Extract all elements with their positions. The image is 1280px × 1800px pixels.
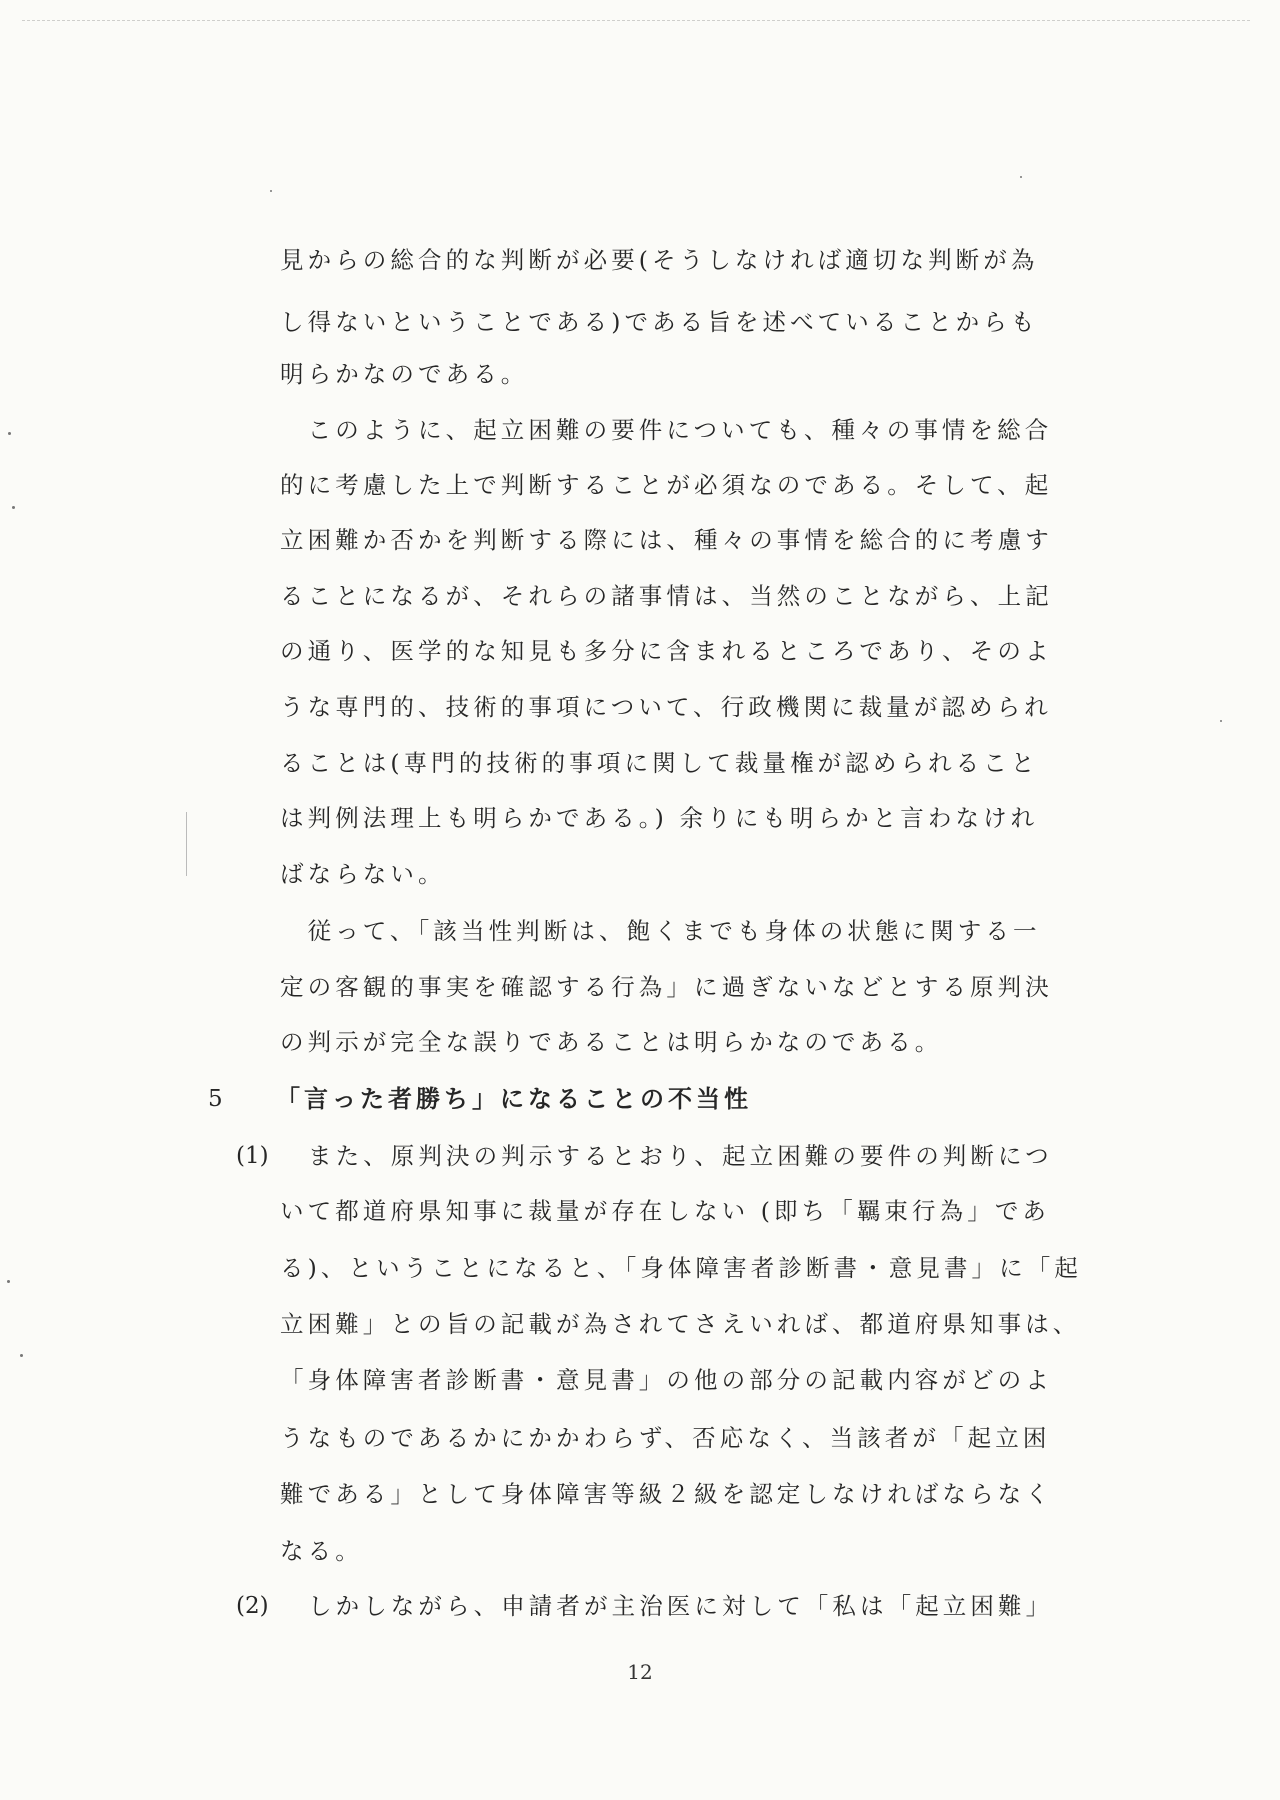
item-line: なる。 [280, 1537, 363, 1565]
item-line: うなものであるかにかかわらず、否応なく、当該者が「起立困 [280, 1424, 1051, 1452]
body-line: 明らかなのである。 [280, 360, 529, 388]
item-line: いて都道府県知事に裁量が存在しない (即ち「羈束行為」であ [280, 1197, 1051, 1225]
body-line: 見からの総合的な判断が必要(そうしなければ適切な判断が為 [280, 246, 1039, 274]
section-heading: 「言った者勝ち」になることの不当性 [276, 1084, 752, 1113]
scan-speck [12, 506, 15, 509]
item-line: 難である」として身体障害等級２級を認定しなければならなく [280, 1480, 1053, 1508]
body-line: うな専門的、技術的事項について、行政機関に裁量が認められ [280, 693, 1052, 721]
body-line: ることは(専門的技術的事項に関して裁量権が認められること [280, 749, 1039, 777]
scan-speck [1020, 176, 1022, 178]
scan-speck [7, 1280, 10, 1283]
scan-speck [270, 190, 272, 192]
body-line: し得ないということである)である旨を述べていることからも [280, 308, 1039, 336]
item-line: 「身体障害者診断書・意見書」の他の部分の記載内容がどのよ [280, 1366, 1053, 1394]
item-line: しかしながら、申請者が主治医に対して「私は「起立困難」 [308, 1592, 1054, 1620]
item-number: (2) [236, 1593, 269, 1619]
scan-speck [1220, 720, 1222, 722]
body-line: は判例法理上も明らかである。) 余りにも明らかと言わなけれ [280, 804, 1039, 832]
item-line: 立困難」との旨の記載が為されてさえいれば、都道府県知事は、 [280, 1310, 1081, 1338]
body-line: このように、起立困難の要件についても、種々の事情を総合 [280, 416, 1053, 444]
section-number: 5 [208, 1086, 223, 1112]
top-rule [22, 20, 1250, 21]
body-line: 従って、「該当性判断は、飽くまでも身体の状態に関する一 [280, 917, 1041, 945]
body-line: 立困難か否かを判断する際には、種々の事情を総合的に考慮す [280, 526, 1053, 554]
body-line: の通り、医学的な知見も多分に含まれるところであり、そのよ [280, 637, 1053, 665]
body-line: ることになるが、それらの諸事情は、当然のことながら、上記 [280, 582, 1053, 610]
page-number: 12 [627, 1660, 653, 1684]
body-line: 的に考慮した上で判断することが必須なのである。そして、起 [280, 471, 1053, 499]
body-line: の判示が完全な誤りであることは明らかなのである。 [280, 1028, 943, 1056]
body-line: 定の客観的事実を確認する行為」に過ぎないなどとする原判決 [280, 973, 1053, 1001]
scan-speck [20, 1354, 23, 1357]
scan-speck [8, 432, 11, 435]
item-line: また、原判決の判示するとおり、起立困難の要件の判断につ [308, 1142, 1053, 1170]
item-number: (1) [236, 1143, 269, 1169]
item-line: る)、ということになると、「身体障害者診断書・意見書」に「起 [280, 1254, 1082, 1282]
body-line: ばならない。 [280, 860, 446, 888]
margin-mark [186, 812, 187, 876]
